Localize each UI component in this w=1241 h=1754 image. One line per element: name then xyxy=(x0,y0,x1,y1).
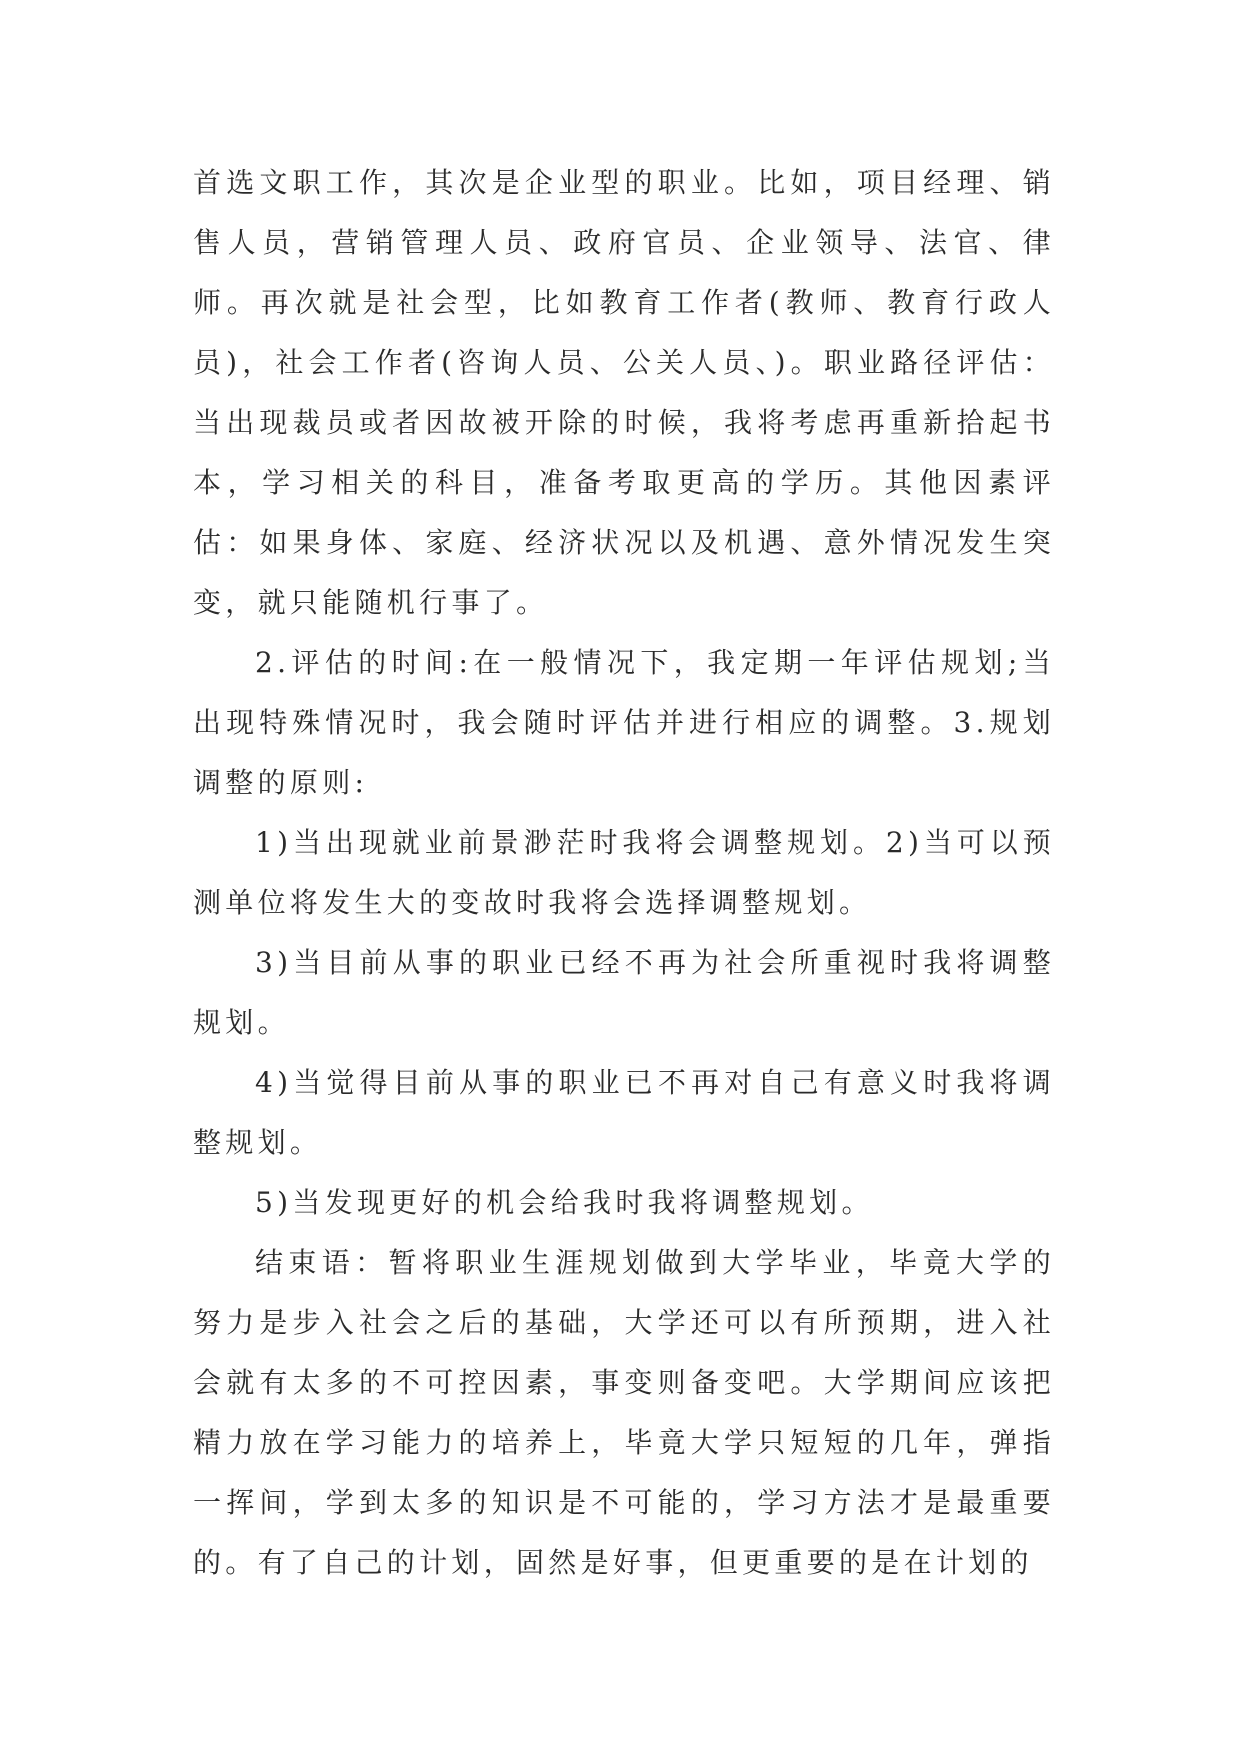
paragraph-evaluation-time: 2.评估的时间:在一般情况下，我定期一年评估规划;当出现特殊情况时，我会随时评估并进行相应的调整。3.规划调整的原则: xyxy=(193,646,1055,799)
paragraph-adjust-rule-1-2: 1)当出现就业前景渺茫时我将会调整规划。2)当可以预测单位将发生大的变故时我将会选择调整规划。 xyxy=(193,826,1055,919)
paragraph-adjust-rule-5: 5)当发现更好的机会给我时我将调整规划。 xyxy=(255,1186,874,1219)
paragraph-adjust-rule-3: 3)当目前从事的职业已经不再为社会所重视时我将调整规划。 xyxy=(193,946,1055,1039)
document-body xyxy=(193,153,1055,1593)
paragraph-adjust-rule-4: 4)当觉得目前从事的职业已不再对自己有意义时我将调整规划。 xyxy=(193,1066,1055,1159)
paragraph-career-choices: 首选文职工作，其次是企业型的职业。比如，项目经理、销售人员，营销管理人员、政府官员、企业领导、法官、律师。再次就是社会型，比如教育工作者(教师、教育行政人员)，社会工作者(咨询人员、公关人员、)。职业路径评估：当出现裁员或者因故被开除的时候，我将考虑再重新拾起书本，学习相关的科目，准备考取更高的学历。其他因素评估：如果身体、家庭、经济状况以及机遇、意外情况发生突变，就只能随机行事了。 xyxy=(193,166,1055,619)
paragraph-conclusion: 结束语：暂将职业生涯规划做到大学毕业，毕竟大学的努力是步入社会之后的基础，大学还可以有所预期，进入社会就有太多的不可控因素，事变则备变吧。大学期间应该把精力放在学习能力的培养上，毕竟大学只短短的几年，弹指一挥间，学到太多的知识是不可能的，学习方法才是最重要的。有了自己的计划，固然是好事，但更重要的是在计划的 xyxy=(193,1246,1055,1579)
